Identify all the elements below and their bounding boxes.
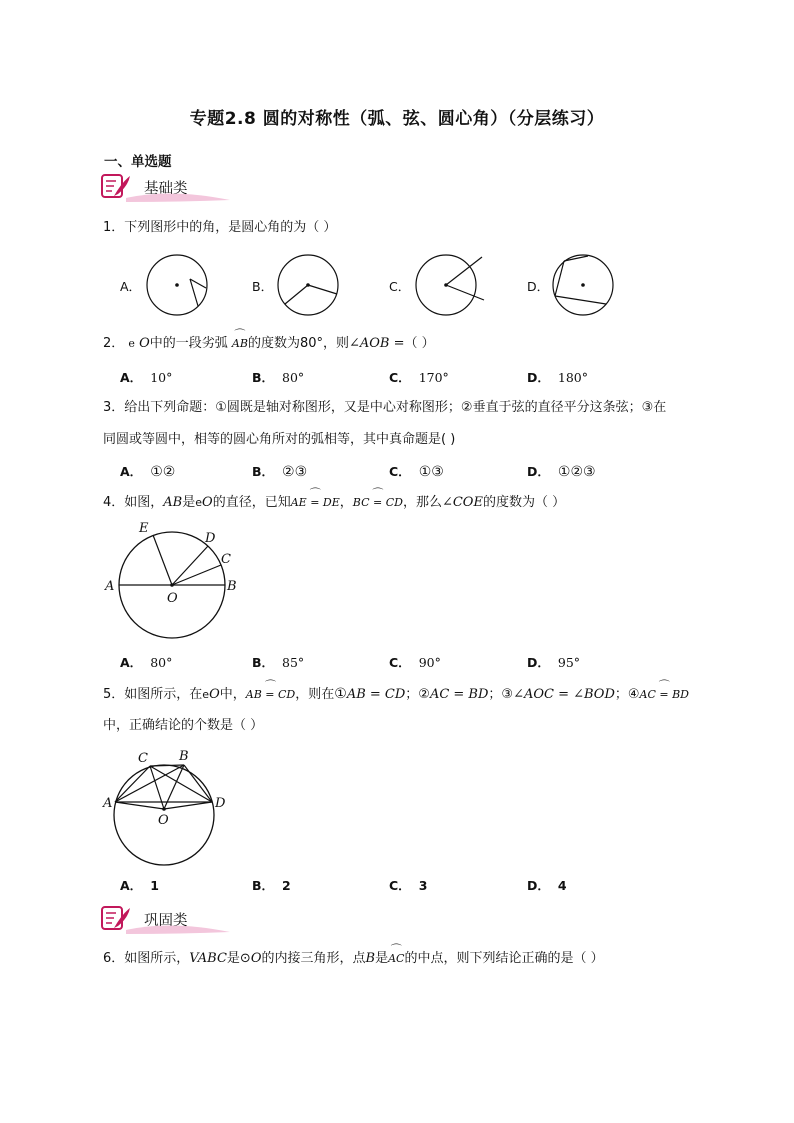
q2-option-a: A． 10° (120, 370, 173, 385)
q1-figure-d (550, 252, 630, 322)
q4-label-a: A (105, 579, 115, 594)
question-2-text: 2． e O中的一段劣弧 ⌒ AB的度数为80°，则∠AOB =（ ） (103, 334, 435, 354)
question-5-line-2: 中，正确结论的个数是（ ） (103, 718, 264, 733)
q5-option-c: C． 3 (389, 878, 428, 893)
q4-label-d: D (205, 531, 216, 546)
q5-option-a: A． 1 (120, 878, 159, 893)
q5-label-o: O (158, 813, 169, 828)
question-1-text: 1．下列图形中的角，是圆心角的为（ ） (103, 220, 337, 235)
q5-option-d: D． 4 (527, 878, 567, 893)
q1-figure-a (140, 252, 220, 322)
category-banner-basic (100, 172, 240, 204)
q3-option-c: C． ①③ (389, 464, 444, 480)
q5-label-a: A (103, 796, 113, 811)
q5-label-c: C (138, 751, 148, 766)
question-3-line-1: 3．给出下列命题：①圆既是轴对称图形，又是中心对称图形；②垂直于弦的直径平分这条弦；③在 (103, 400, 667, 415)
question-4-text: 4．如图，AB是eO的直径，已知⌒ AE = DE，⌒ BC = CD，那么∠COE的度数为（ ） (103, 493, 565, 513)
q4-label-c: C (221, 552, 231, 567)
q2-option-d: D． 180° (527, 370, 588, 385)
q3-option-a: A． ①② (120, 464, 176, 480)
question-3-line-2: 同圆或等圆中，相等的圆心角所对的弧相等，其中真命题是( ) (103, 432, 456, 447)
section-heading: 一、单选题 (104, 154, 172, 170)
q2-option-b: B． 80° (252, 370, 305, 385)
q4-option-c: C． 90° (389, 655, 441, 670)
q1-option-a-label: A． (120, 279, 142, 294)
q4-option-a: A． 80° (120, 655, 173, 670)
category-label-consolidate: 巩固类 (144, 913, 188, 929)
q1-option-b-label: B． (252, 279, 274, 294)
question-5-line-1: 5．如图所示，在eO中，⌒ AB = CD，则在①AB = CD；②AC = BD；③∠AOC = ∠BOD；④⌒ AC = BD (103, 684, 689, 705)
q5-label-d: D (215, 796, 226, 811)
q4-option-d: D． 95° (527, 655, 581, 670)
q1-option-d-label: D． (527, 279, 550, 294)
question-6-text: 6．如图所示，VABC是⊙O的内接三角形，点B是⌒ AC的中点，则下列结论正确的是（ ） (103, 949, 604, 969)
q4-label-b: B (227, 579, 237, 594)
category-banner-consolidate (100, 904, 240, 936)
page-title: 专题2.8 圆的对称性（弧、弦、圆心角）（分层练习） (189, 109, 605, 129)
q4-label-e: E (139, 521, 149, 536)
q4-option-b: B． 85° (252, 655, 305, 670)
q5-label-b: B (179, 749, 189, 764)
q1-figure-b (275, 252, 355, 322)
q1-figure-c (410, 250, 490, 322)
q5-option-b: B． 2 (252, 878, 291, 893)
q1-option-c-label: C． (389, 279, 411, 294)
category-label-basic: 基础类 (144, 181, 188, 197)
q3-option-d: D． ①②③ (527, 464, 596, 480)
q4-figure (100, 518, 250, 643)
q3-option-b: B． ②③ (252, 464, 308, 480)
q4-label-o: O (167, 591, 178, 606)
q2-option-c: C． 170° (389, 370, 449, 385)
q5-figure (100, 745, 240, 875)
